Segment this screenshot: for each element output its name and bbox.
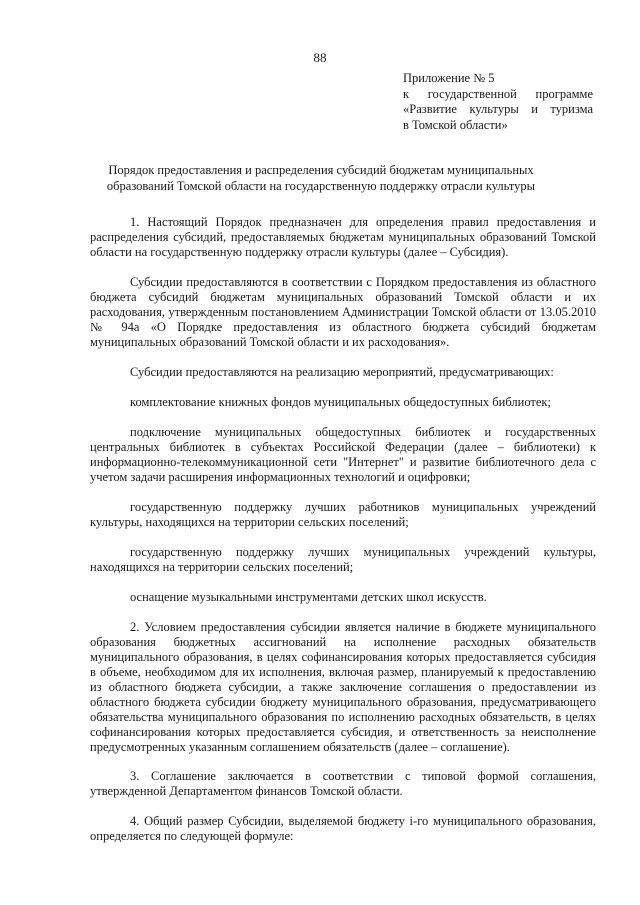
appendix-block xyxy=(403,71,593,133)
paragraph-4: комплектование книжных фондов муниципальных общедоступных библиотек; xyxy=(130,395,551,409)
document-title: Порядок предоставления и распределения субсидий бюджетам муниципальных образований Томской области на государственную поддержку отрасли культуры xyxy=(106,163,536,193)
paragraph-5: подключение муниципальных общедоступных библиотек и государственных центральных библиотек в субъектах Российской Федерации (далее – библиотеки) к информационно-телекоммуникационной сети "Интернет" и развитие библиотечного дела с учетом задачи расширения информационных технологий и оцифровки; xyxy=(90,425,596,484)
document-body xyxy=(90,215,596,859)
paragraph-10: 3. Соглашение заключается в соответствии с типовой формой соглашения, утвержденной Департаментом финансов Томской области. xyxy=(90,769,596,798)
paragraph-7: государственную поддержку лучших муниципальных учреждений культуры, находящихся на территории сельских поселений; xyxy=(90,545,596,574)
paragraph-11: 4. Общий размер Субсидии, выделяемой бюджету i-го муниципального образования, определяется по следующей формуле: xyxy=(90,814,596,843)
appendix-line-2: к государственной программе xyxy=(403,86,593,101)
paragraph-6: государственную поддержку лучших работников муниципальных учреждений культуры, находящихся на территории сельских поселений; xyxy=(90,500,596,529)
page-number: 88 xyxy=(313,50,327,65)
paragraph-9: 2. Условием предоставления субсидии является наличие в бюджете муниципального образования бюджетных ассигнований на исполнение расходных обязательств муниципального образования, в целях софинансирования которых предоставляется субсидия в объеме, необходимом для их исполнения, включая размер, планируемый к предоставлению из областного бюджета субсидии, а также заключение соглашения о предоставлении из областного бюджета субсидии бюджету муниципального образования, предусматривающего обязательства муниципального образования по исполнению расходных обязательств, в целях софинансирования которых предоставляется субсидия, и ответственность за неисполнение предусмотренных указанным соглашением обязательств (далее – соглашение). xyxy=(90,620,596,754)
appendix-line-4: в Томской области» xyxy=(403,117,508,132)
paragraph-8: оснащение музыкальными инструментами детских школ искусств. xyxy=(130,590,487,604)
paragraph-1: 1. Настоящий Порядок предназначен для определения правил предоставления и распределения субсидий, предоставляемых бюджетам муниципальных образований Томской области на государственную поддержку отрасли культуры (далее – Субсидия). xyxy=(90,215,596,259)
paragraph-3: Субсидии предоставляются на реализацию мероприятий, предусматривающих: xyxy=(130,365,554,379)
paragraph-2: Субсидии предоставляются в соответствии с Порядком предоставления из областного бюджета субсидий бюджетам муниципальных образований Томской области и их расходования, утвержденным постановлением Администрации Томской области от 13.05.2010 № 94а «О Порядке предоставления из областного бюджета субсидий бюджетам муниципальных образований Томской области и их расходования». xyxy=(90,275,596,349)
appendix-line-3: «Развитие культуры и туризма xyxy=(403,102,593,116)
appendix-line-1: Приложение № 5 xyxy=(403,71,495,85)
